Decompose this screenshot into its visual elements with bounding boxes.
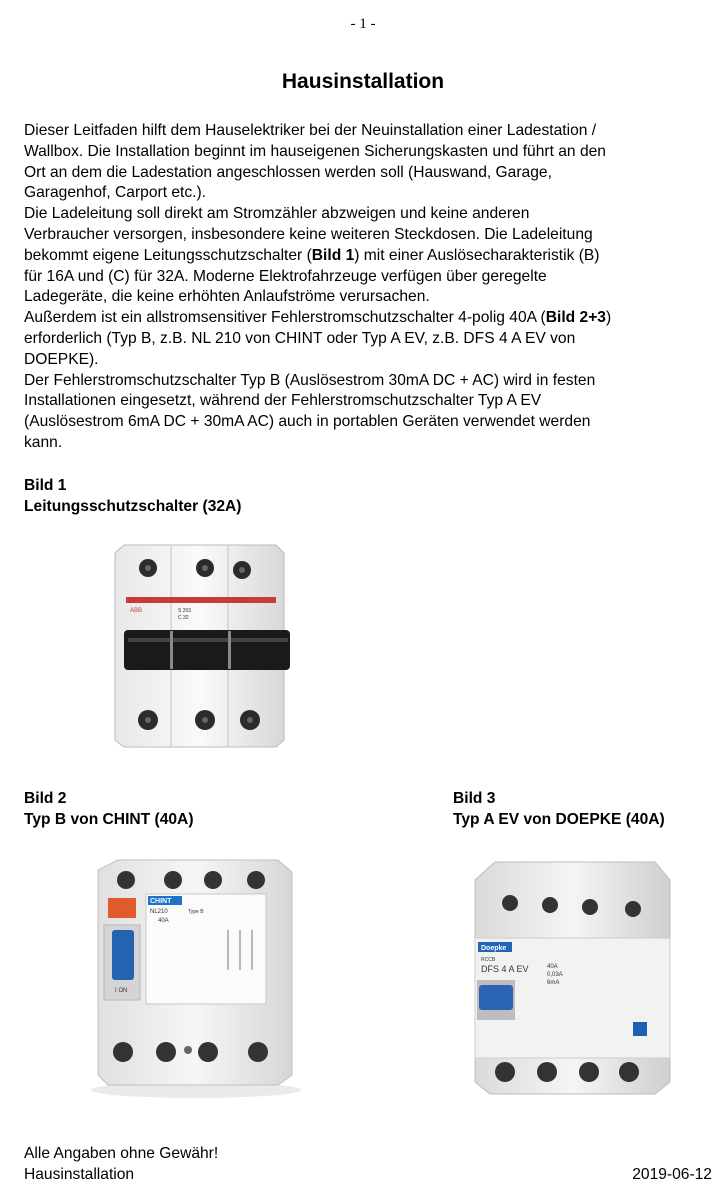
mcb-rating: C 32 — [178, 615, 189, 621]
body-line — [24, 225, 714, 246]
figure-2-label: Bild 2 — [24, 790, 67, 807]
body-text-segment: ) mit einer Auslösecharakteristik (B) — [354, 246, 600, 264]
body-text-segment: erforderlich (Typ B, z.B. NL 210 von CHINT oder Typ A EV, z.B. DFS 4 A EV von — [24, 329, 576, 347]
figure-2-caption — [24, 788, 194, 830]
chint-brand: CHINT — [150, 898, 172, 905]
body-text-segment: Die Ladeleitung soll direkt am Stromzähler abzweigen und keine anderen — [24, 205, 530, 223]
mcb-photo — [100, 535, 300, 755]
body-line — [24, 329, 714, 350]
body-line — [24, 204, 714, 225]
doepke-rating: 40A — [547, 964, 558, 970]
chint-rating: 40A — [158, 918, 169, 924]
body-line — [24, 433, 714, 454]
chint-model: NL210 — [150, 909, 168, 915]
body-line — [24, 246, 714, 267]
body-text — [24, 121, 714, 454]
figure-3-label: Bild 3 — [453, 790, 496, 807]
body-line — [24, 267, 714, 288]
figure-1-caption — [24, 475, 242, 517]
body-line — [24, 371, 714, 392]
body-text-segment: Außerdem ist ein allstromsensitiver Fehlerstromschutzschalter 4-polig 40A ( — [24, 309, 546, 327]
figure-3-title: Typ A EV von DOEPKE (40A) — [453, 811, 665, 828]
footer-left — [24, 1143, 218, 1185]
body-line — [24, 287, 714, 308]
doepke-trip-current: 0,03A — [547, 972, 563, 978]
body-text-segment: Installationen eingesetzt, während der Fehlerstromschutzschalter Typ A EV — [24, 392, 542, 410]
body-line — [24, 412, 714, 433]
doepke-model: DFS 4 A EV — [481, 964, 529, 974]
body-line — [24, 121, 714, 142]
rcd-doepke-photo — [465, 850, 675, 1100]
document-title: Hausinstallation — [281, 70, 445, 93]
figure-2-title: Typ B von CHINT (40A) — [24, 811, 194, 828]
figure-reference: Bild 1 — [311, 246, 355, 264]
page-number: - 1 - — [350, 16, 376, 32]
body-line — [24, 350, 714, 371]
mcb-brand: ABB — [130, 608, 143, 614]
body-line — [24, 391, 714, 412]
figure-reference: Bild 2+3 — [545, 309, 606, 327]
body-line — [24, 163, 714, 184]
body-text-segment: DOEPKE). — [24, 350, 99, 368]
body-text-segment: für 16A und (C) für 32A. Moderne Elektrofahrzeuge verfügen über geregelte — [24, 267, 547, 285]
footer-doc-name: Hausinstallation — [24, 1166, 135, 1183]
mcb-model: S 203 — [178, 608, 192, 614]
body-text-segment: Ladegeräte, die keine erhöhten Anlaufströme verursachen. — [24, 288, 430, 306]
body-line — [24, 183, 714, 204]
body-text-segment: (Auslösestrom 6mA DC + 30mA AC) auch in portablen Geräten verwendet werden — [24, 413, 591, 431]
body-text-segment: Wallbox. Die Installation beginnt im hauseigenen Sicherungskasten und führt an den — [24, 142, 606, 160]
doepke-dc-trip: 6mA — [547, 980, 560, 986]
chint-switch-label: I ON — [115, 988, 128, 994]
body-text-segment: Ort an dem die Ladestation angeschlossen werden soll (Hauswand, Garage, — [24, 163, 552, 181]
figure-1-title: Leitungsschutzschalter (32A) — [24, 498, 242, 515]
body-text-segment: bekommt eigene Leitungsschutzschalter ( — [24, 246, 312, 264]
body-line — [24, 308, 714, 329]
body-text-segment: ) — [605, 309, 612, 327]
body-text-segment: Dieser Leitfaden hilft dem Hauselektriker bei der Neuinstallation einer Ladestation / — [24, 122, 597, 139]
doepke-type: RCCB — [481, 957, 496, 963]
body-line — [24, 142, 714, 163]
body-text-segment: Der Fehlerstromschutzschalter Typ B (Auslösestrom 30mA DC + AC) wird in festen — [24, 371, 596, 389]
body-text-segment: kann. — [24, 433, 63, 451]
rcd-chint-photo — [78, 850, 308, 1100]
figure-3-caption — [453, 788, 665, 830]
doepke-brand: Doepke — [481, 945, 507, 952]
body-text-segment: Verbraucher versorgen, insbesondere keine weiteren Steckdosen. Die Ladeleitung — [24, 225, 593, 243]
footer-date: 2019-06-12 — [632, 1166, 712, 1183]
disclaimer: Alle Angaben ohne Gewähr! — [24, 1145, 219, 1162]
body-text-segment: Garagenhof, Carport etc.). — [24, 184, 207, 202]
figure-1-label: Bild 1 — [24, 477, 67, 494]
chint-type: Type B — [188, 909, 204, 915]
